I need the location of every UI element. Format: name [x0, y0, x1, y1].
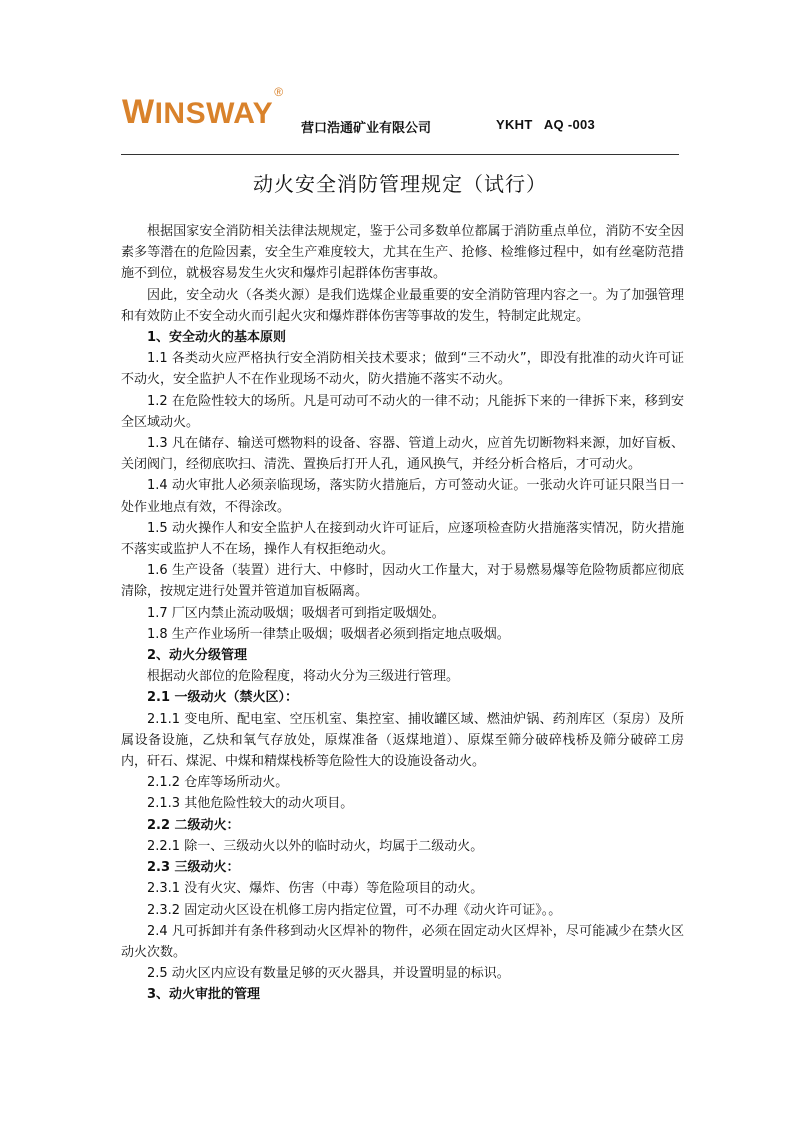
header-divider	[121, 154, 679, 155]
winsway-logo	[122, 85, 284, 131]
paragraph: 1.7 厂区内禁止流动吸烟；吸烟者可到指定吸烟处。	[147, 605, 445, 621]
paragraph: 1.3 凡在储存、输送可燃物料的设备、容器、管道上动火，应首先切断物料来源，加好盲板、关闭阀门，经彻底吹扫、清洗、置换后打开人孔，通风换气，并经分析合格后，才可动火。	[121, 436, 684, 473]
section-heading: 3、动火审批的管理	[147, 987, 261, 1003]
paragraph: 1.5 动火操作人和安全监护人在接到动火许可证后，应逐项检查防火措施落实情况，防火措施不落实或监护人不在场，操作人有权拒绝动火。	[121, 520, 684, 558]
paragraph: 2.4 凡可拆卸并有条件移到动火区焊补的物件，必须在固定动火区焊补，尽可能减少在禁火区动火次数。	[121, 923, 684, 960]
document-body	[121, 221, 684, 1006]
paragraph: 1.4 动火审批人必须亲临现场，落实防火措施后，方可签动火证。一张动火许可证只限当日一处作业地点有效，不得涂改。	[121, 478, 684, 515]
registered-mark: ®	[274, 85, 284, 99]
paragraph: 2.2.1 除一、三级动火以外的临时动火，均属于二级动火。	[147, 838, 484, 854]
paragraph: 根据动火部位的危险程度，将动火分为三级进行管理。	[147, 669, 460, 685]
paragraph: 1.8 生产作业场所一律禁止吸烟；吸烟者必须到指定地点吸烟。	[147, 626, 510, 642]
paragraph: 因此，安全动火（各类火源）是我们选煤企业最重要的安全消防管理内容之一。为了加强管理和有效防止不安全动火而引起火灾和爆炸群体伤害等事故的发生，特制定此规定。	[121, 287, 684, 324]
paragraph: 2.3.2 固定动火区设在机修工房内指定位置，可不办理《动火许可证》。。	[147, 902, 562, 918]
paragraph: 2.3.1 没有火灾、爆炸、伤害（中毒）等危险项目的动火。	[147, 881, 484, 897]
subsection-heading: 2.3 三级动火：	[147, 860, 240, 876]
paragraph: 1.2 在危险性较大的场所。凡是可动可不动火的一律不动；凡能拆下来的一律拆下来，移到安全区域动火。	[121, 393, 684, 430]
paragraph: 2.1.3 其他危险性较大的动火项目。	[147, 796, 354, 812]
page-title: 动火安全消防管理规定（试行）	[253, 172, 547, 196]
paragraph: 1.1 各类动火应严格执行安全消防相关技术要求；做到“三不动火”，即没有批准的动火许可证不动火，安全监护人不在作业现场不动火，防火措施不落实不动火。	[121, 351, 684, 388]
paragraph: 2.1.1 变电所、配电室、空压机室、集控室、捕收罐区域、燃油炉锅、药剂库区（泵房）及所属设备设施，乙炔和氧气存放处，原煤准备（返煤地道）、原煤至筛分破碎栈桥及筛分破碎工房内，矸石、煤泥、中煤和精煤栈桥等危险性大的设施设备动火。	[121, 711, 684, 770]
section-heading: 2、动火分级管理	[147, 648, 248, 664]
logo-text: INSWAY	[154, 97, 274, 130]
paragraph: 2.1.2 仓库等场所动火。	[147, 775, 289, 791]
subsection-heading: 2.2 二级动火：	[147, 817, 240, 833]
paragraph: 2.5 动火区内应设有数量足够的灭火器具，并设置明显的标识。	[147, 966, 510, 982]
document-code: YKHT AQ -003	[496, 117, 596, 132]
logo-initial: W	[122, 93, 155, 131]
paragraph: 根据国家安全消防相关法律法规规定，鉴于公司多数单位都属于消防重点单位，消防不安全因素多等潜在的危险因素，安全生产难度较大，尤其在生产、抢修、检维修过程中，如有丝毫防范措施不到位，就极容易发生火灾和爆炸引起群体伤害事故。	[121, 224, 684, 282]
subsection-heading: 2.1 一级动火（禁火区）：	[147, 690, 299, 706]
company-name: 营口浩通矿业有限公司	[301, 121, 432, 136]
paragraph: 1.6 生产设备（装置）进行大、中修时，因动火工作量大，对于易燃易爆等危险物质都应彻底清除，按规定进行处置并管道加盲板隔离。	[121, 563, 684, 600]
section-heading: 1、安全动火的基本原则	[147, 330, 287, 346]
